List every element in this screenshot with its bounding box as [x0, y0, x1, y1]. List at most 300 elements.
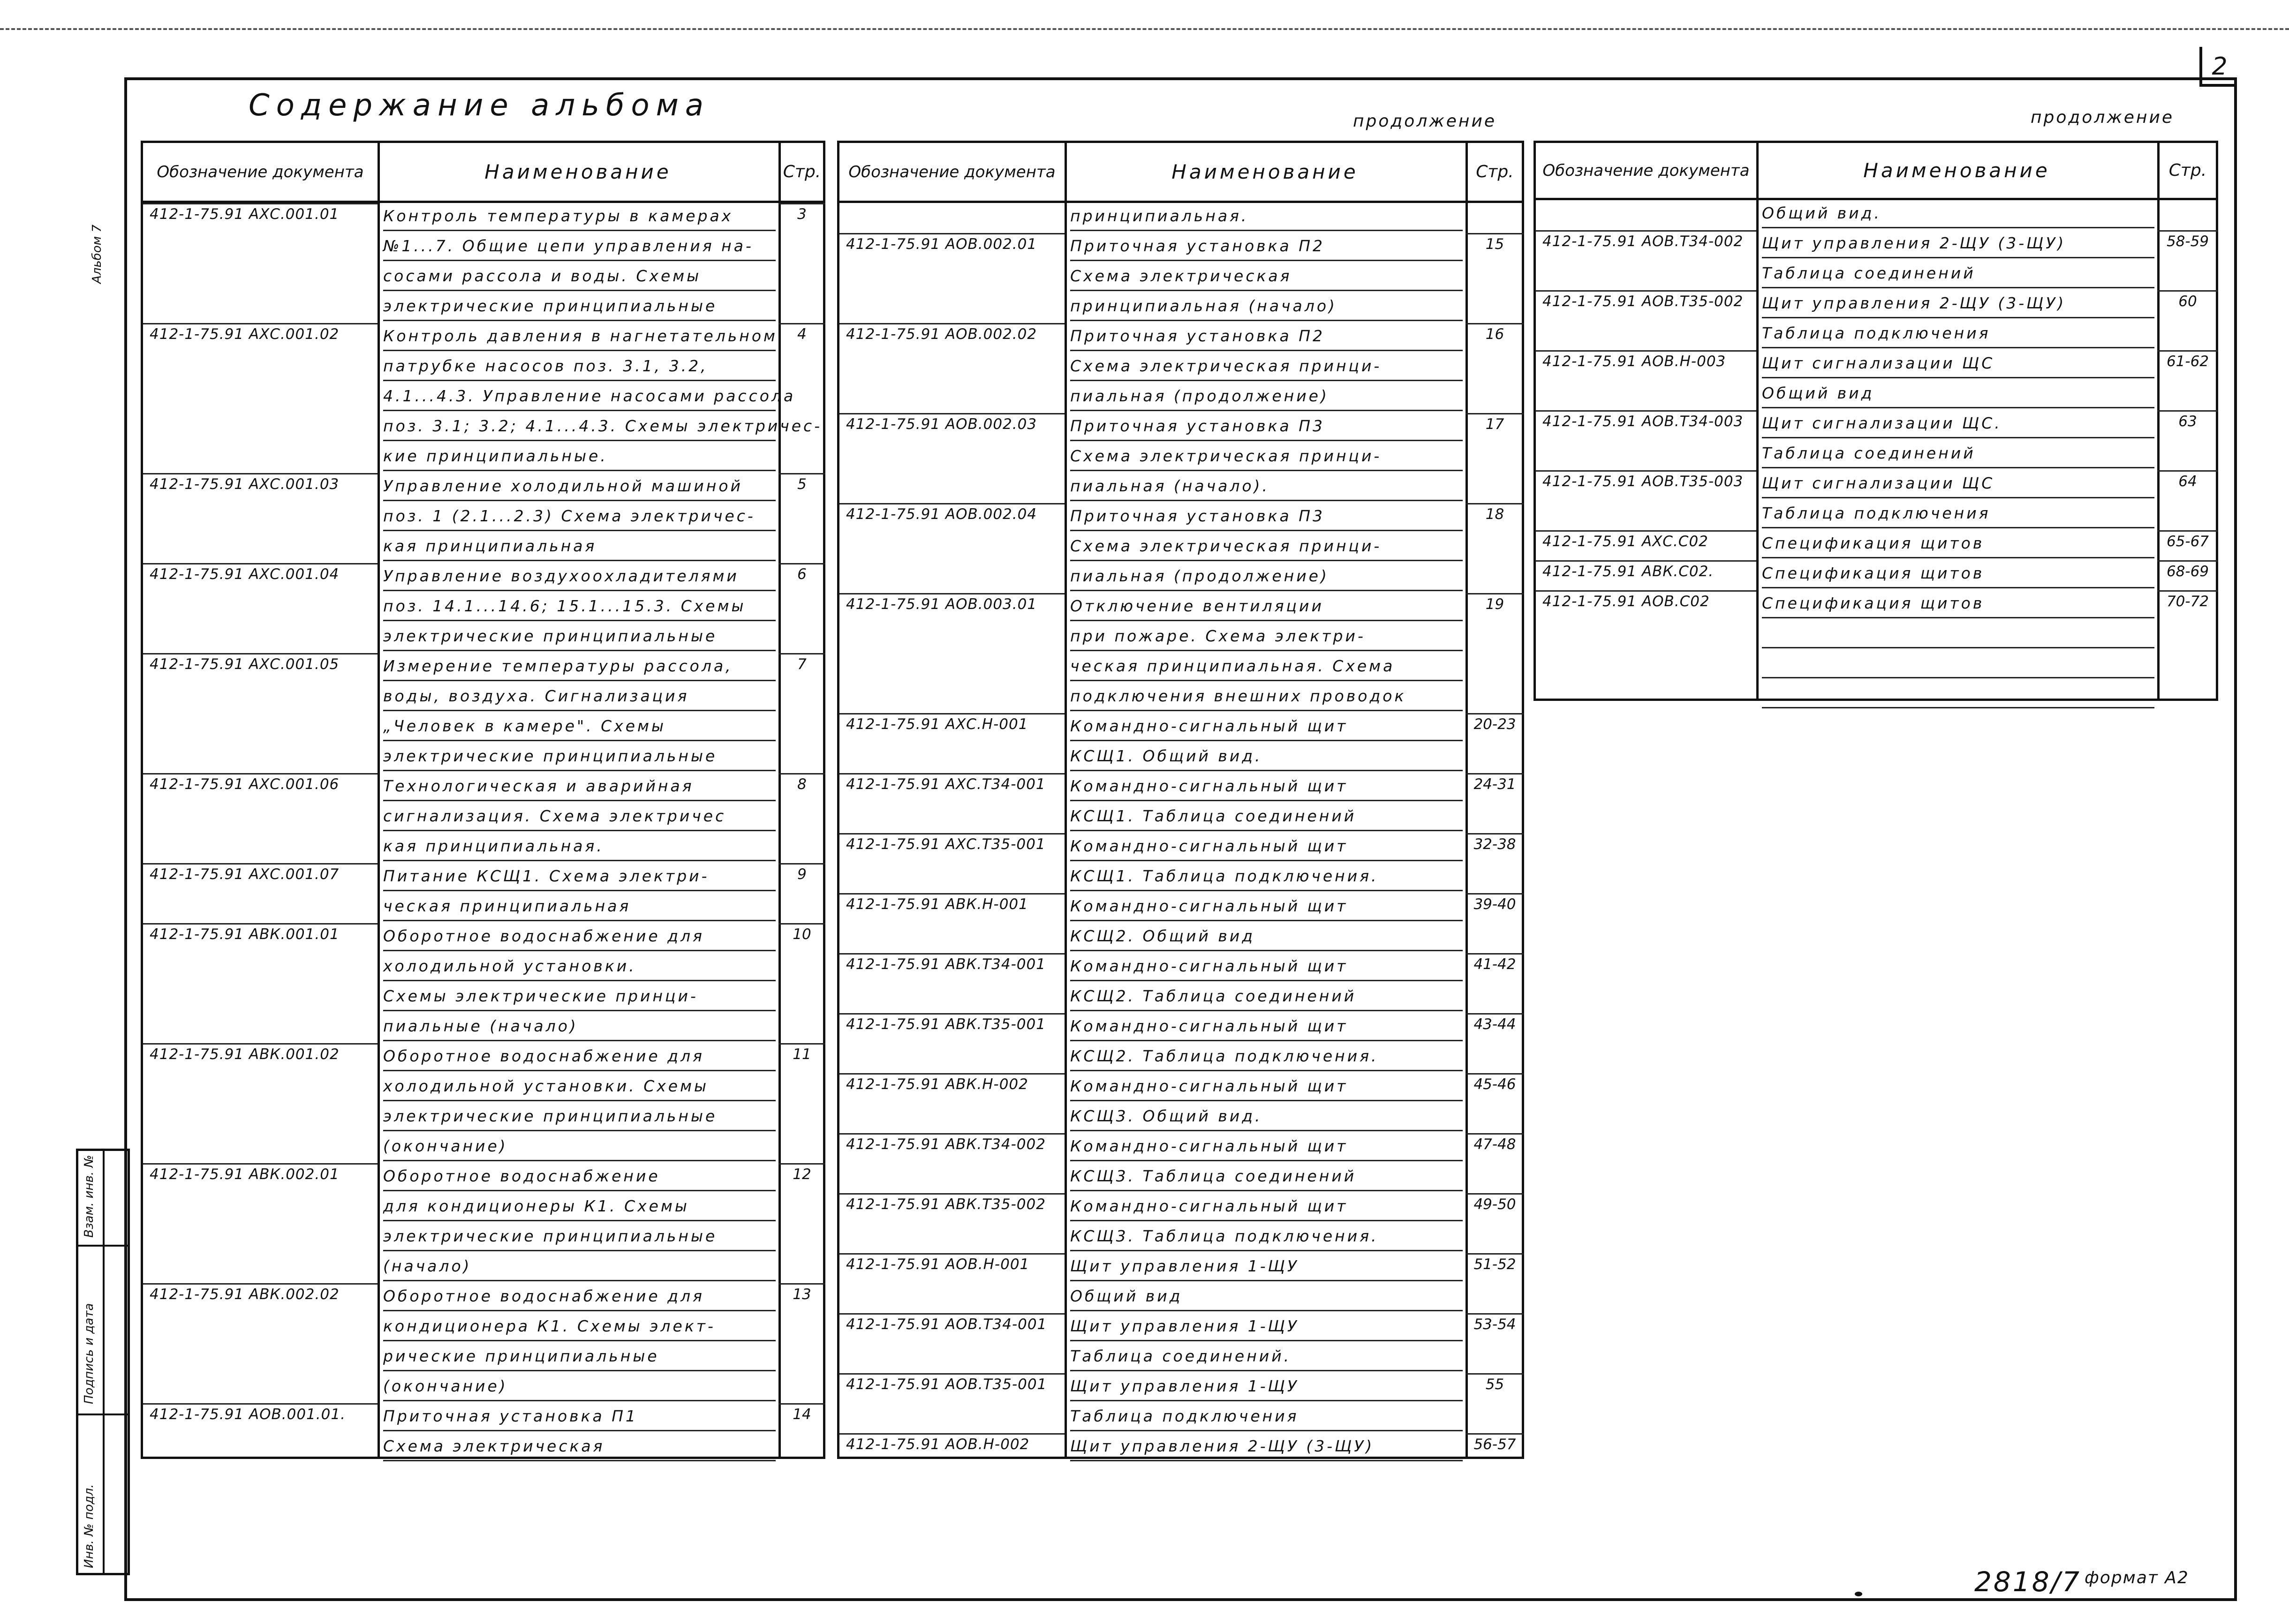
document-title: Приточная установка П3 — [1070, 417, 1463, 441]
page-number: 56-57 — [1473, 1436, 1516, 1453]
document-code: 412-1-75.91 АВК.002.01 — [150, 1166, 340, 1183]
table-row — [839, 743, 1522, 773]
document-title: Контроль давления в нагнетательном — [383, 327, 776, 351]
table-row — [143, 383, 823, 413]
approval-stamp — [76, 1149, 130, 1575]
table-row — [1536, 200, 2216, 230]
document-title: Приточная установка П2 — [1070, 237, 1463, 261]
table-row — [143, 923, 823, 953]
table-row — [839, 533, 1522, 563]
table-row — [143, 503, 823, 533]
contents-table-3 — [1534, 141, 2218, 701]
table-row — [1536, 440, 2216, 470]
document-code: 412-1-75.91 АОВ.Т34-002 — [1542, 233, 1744, 250]
document-title — [1762, 684, 2154, 708]
page-number: 64 — [2178, 473, 2197, 490]
document-code: 412-1-75.91 АВК.001.01 — [150, 926, 340, 943]
document-title: поз. 3.1; 3.2; 4.1...4.3. Схемы электричес- — [383, 417, 776, 441]
document-title — [1762, 654, 2154, 678]
page-number: 47-48 — [1473, 1136, 1516, 1153]
document-title: кие принципиальные. — [383, 447, 776, 471]
table-row — [839, 1283, 1522, 1313]
table-row — [143, 683, 823, 713]
table-row — [143, 1283, 823, 1313]
document-title: Схема электрическая принци- — [1070, 447, 1463, 471]
header-page: Стр. — [1476, 162, 1514, 181]
document-title: пиальная (начало). — [1070, 477, 1463, 501]
page-number: 70-72 — [2166, 593, 2209, 610]
table-row — [839, 1403, 1522, 1433]
document-code: 412-1-75.91 АОВ.002.02 — [846, 326, 1037, 343]
document-title: „Человек в камере". Схемы — [383, 717, 776, 741]
table-row — [1536, 350, 2216, 380]
document-title: Щит управления 1-ЩУ — [1070, 1317, 1463, 1341]
page-number: 53-54 — [1473, 1316, 1516, 1333]
document-code: 412-1-75.91 АВК.001.02 — [150, 1046, 340, 1063]
table-row — [143, 653, 823, 683]
document-title — [1762, 624, 2154, 648]
document-title: пиальная (продолжение) — [1070, 567, 1463, 591]
header-code: Обозначение документа — [1542, 161, 1750, 180]
table-row — [839, 383, 1522, 413]
document-code: 412-1-75.91 АОВ.Н-001 — [846, 1256, 1030, 1273]
document-title: электрические принципиальные — [383, 1227, 776, 1251]
table-row — [1536, 680, 2216, 710]
page-number: 4 — [797, 326, 807, 343]
table-row — [143, 1343, 823, 1373]
table-row — [143, 713, 823, 743]
document-title: Оборотное водоснабжение для — [383, 1287, 776, 1311]
table-row — [839, 803, 1522, 833]
document-title: Технологическая и аварийная — [383, 777, 776, 801]
header-code: Обозначение документа — [157, 162, 364, 181]
document-title: Щит управления 2-ЩУ (3-ЩУ) — [1070, 1437, 1463, 1461]
page-number: 60 — [2178, 293, 2197, 310]
page-number: 18 — [1485, 506, 1504, 523]
page-number: 55 — [1485, 1376, 1504, 1393]
document-title: Щит сигнализации ЩС — [1762, 354, 2154, 378]
page-number: 19 — [1485, 596, 1504, 613]
stamp-label-inv: Инв. № подл. — [82, 1484, 96, 1568]
document-title: КСЩ3. Общий вид. — [1070, 1107, 1463, 1131]
document-code: 412-1-75.91 АОВ.Т35-002 — [1542, 293, 1744, 310]
document-title: Спецификация щитов — [1762, 564, 2154, 588]
document-code: 412-1-75.91 АВК.Н-002 — [846, 1076, 1028, 1093]
document-title: Командно-сигнальный щит — [1070, 1077, 1463, 1101]
table-row — [1536, 380, 2216, 410]
document-code: 412-1-75.91 АХС.Н-001 — [846, 716, 1028, 733]
top-dashed-border — [0, 28, 2289, 30]
document-code: 412-1-75.91 АОВ.003.01 — [846, 596, 1037, 613]
page-title: Содержание альбома — [249, 88, 710, 123]
document-title: Отключение вентиляции — [1070, 597, 1463, 621]
table-row — [839, 1163, 1522, 1193]
document-title: Таблица подключения — [1762, 324, 2154, 348]
document-title: Щит сигнализации ЩС — [1762, 474, 2154, 498]
document-title: рические принципиальные — [383, 1347, 776, 1371]
document-title: кая принципиальная — [383, 537, 776, 561]
table-row — [143, 623, 823, 653]
header-name: Наименование — [484, 160, 672, 183]
document-title: Схема электрическая принци- — [1070, 357, 1463, 381]
continued-label-2: продолжение — [1353, 112, 1497, 131]
document-title: холодильной установки. — [383, 957, 776, 981]
table-row — [839, 923, 1522, 953]
document-title: Схема электрическая — [383, 1437, 776, 1461]
table-row — [143, 953, 823, 983]
header-page: Стр. — [2168, 161, 2207, 180]
document-title: Щит управления 1-ЩУ — [1070, 1377, 1463, 1401]
page-number: 43-44 — [1473, 1016, 1516, 1033]
table-row — [143, 893, 823, 923]
document-title: кондиционера К1. Схемы элект- — [383, 1317, 776, 1341]
page-number: 61-62 — [2166, 353, 2209, 370]
document-title: Щит сигнализации ЩС. — [1762, 414, 2154, 438]
table-row — [143, 773, 823, 803]
header-name: Наименование — [1171, 160, 1359, 183]
table-row — [839, 653, 1522, 683]
document-title: Таблица соединений — [1762, 444, 2154, 468]
header-page: Стр. — [783, 162, 821, 181]
document-title: Спецификация щитов — [1762, 534, 2154, 558]
document-title: Командно-сигнальный щит — [1070, 1197, 1463, 1221]
table-row — [143, 1403, 823, 1433]
table-row — [143, 293, 823, 323]
document-title: Контроль температуры в камерах — [383, 207, 776, 231]
table-row — [839, 263, 1522, 293]
table-row — [1536, 530, 2216, 560]
table-row — [143, 1373, 823, 1403]
table-row — [143, 1313, 823, 1343]
document-title: для кондиционеры К1. Схемы — [383, 1197, 776, 1221]
document-code: 412-1-75.91 АВК.С02. — [1542, 563, 1714, 580]
document-title: электрические принципиальные — [383, 1107, 776, 1131]
document-title: электрические принципиальные — [383, 747, 776, 771]
document-title: Приточная установка П2 — [1070, 327, 1463, 351]
table-row — [839, 893, 1522, 923]
table-row — [143, 323, 823, 353]
page-number: 3 — [797, 206, 807, 223]
page-number: 11 — [793, 1046, 811, 1063]
document-title: пиальная (продолжение) — [1070, 387, 1463, 411]
document-code: 412-1-75.91 АВК.Т34-001 — [846, 956, 1046, 973]
document-title: Управление воздухоохладителями — [383, 567, 776, 591]
document-title: Командно-сигнальный щит — [1070, 837, 1463, 861]
table-row — [839, 1073, 1522, 1103]
table-row — [839, 1313, 1522, 1343]
document-code: 412-1-75.91 АОВ.001.01. — [150, 1406, 346, 1423]
table-row — [839, 203, 1522, 233]
document-title: Таблица соединений. — [1070, 1347, 1463, 1371]
document-title: КСЩ2. Общий вид — [1070, 927, 1463, 951]
document-title: Питание КСЩ1. Схема электри- — [383, 867, 776, 891]
document-code: 412-1-75.91 АОВ.Н-002 — [846, 1436, 1030, 1453]
table-row — [143, 1013, 823, 1043]
document-code: 412-1-75.91 АХС.001.03 — [150, 476, 340, 493]
table-row — [143, 1103, 823, 1133]
document-title: при пожаре. Схема электри- — [1070, 627, 1463, 651]
table-row — [143, 1433, 823, 1463]
page-number: 10 — [793, 926, 811, 943]
table-row — [143, 203, 823, 233]
table-row — [143, 563, 823, 593]
page-number: 58-59 — [2166, 233, 2209, 250]
document-code: 412-1-75.91 АХС.001.06 — [150, 776, 340, 793]
document-title: Командно-сигнальный щит — [1070, 1137, 1463, 1161]
document-title: Командно-сигнальный щит — [1070, 897, 1463, 921]
table-row — [839, 953, 1522, 983]
document-title: Схемы электрические принци- — [383, 987, 776, 1011]
table-row — [839, 1133, 1522, 1163]
document-title: Щит управления 1-ЩУ — [1070, 1257, 1463, 1281]
document-title: Приточная установка П1 — [383, 1407, 776, 1431]
sheet-format: формат А2 — [2085, 1568, 2189, 1587]
table-row — [1536, 230, 2216, 260]
table-row — [839, 1013, 1522, 1043]
document-title: Командно-сигнальный щит — [1070, 957, 1463, 981]
document-title: Командно-сигнальный щит — [1070, 717, 1463, 741]
table-row — [839, 623, 1522, 653]
document-title: 4.1...4.3. Управление насосами рассола — [383, 387, 776, 411]
document-title: воды, воздуха. Сигнализация — [383, 687, 776, 711]
document-title: Оборотное водоснабжение для — [383, 1047, 776, 1071]
page-number: 45-46 — [1473, 1076, 1516, 1093]
table-row — [1536, 290, 2216, 320]
header-name: Наименование — [1863, 159, 2050, 182]
document-title: подключения внешних проводок — [1070, 687, 1463, 711]
table-row — [143, 1163, 823, 1193]
page-number: 63 — [2178, 413, 2197, 430]
page-number: 9 — [797, 866, 807, 883]
contents-table-2 — [837, 141, 1524, 1459]
table-row — [839, 1193, 1522, 1223]
document-title: принципиальная. — [1070, 207, 1463, 231]
document-title: Командно-сигнальный щит — [1070, 1017, 1463, 1041]
page-number: 15 — [1485, 236, 1504, 253]
page-number: 13 — [793, 1286, 811, 1303]
table-row — [1536, 410, 2216, 440]
table-row — [839, 833, 1522, 863]
page-number: 5 — [797, 476, 807, 493]
table-row — [839, 593, 1522, 623]
document-title: (окончание) — [383, 1377, 776, 1401]
document-title: КСЩ3. Таблица соединений — [1070, 1167, 1463, 1191]
document-title: Схема электрическая принци- — [1070, 537, 1463, 561]
document-title: сосами рассола и воды. Схемы — [383, 267, 776, 291]
stamp-label-replace: Взам. инв. № — [82, 1155, 96, 1238]
document-code: 412-1-75.91 АОВ.002.01 — [846, 236, 1037, 253]
sheet-number: 2 — [2199, 47, 2237, 87]
table-row — [143, 593, 823, 623]
document-code: 412-1-75.91 АВК.Т35-001 — [846, 1016, 1046, 1033]
stamp-label-sign: Подпись и дата — [82, 1303, 96, 1404]
document-title: №1...7. Общие цепи управления на- — [383, 237, 776, 261]
table-row — [143, 263, 823, 293]
document-title: принципиальная (начало) — [1070, 297, 1463, 321]
document-title: Таблица соединений — [1762, 264, 2154, 288]
document-title: Таблица подключения — [1762, 504, 2154, 528]
table-row — [143, 863, 823, 893]
document-code: 412-1-75.91 АХС.001.01 — [150, 206, 340, 223]
table-row — [839, 473, 1522, 503]
album-side-label: Альбом 7 — [90, 224, 104, 284]
document-title: Оборотное водоснабжение для — [383, 927, 776, 951]
document-code: 412-1-75.91 АХС.Т35-001 — [846, 836, 1046, 853]
table-row — [839, 353, 1522, 383]
page-number: 51-52 — [1473, 1256, 1516, 1273]
document-title: Щит управления 2-ЩУ (3-ЩУ) — [1762, 294, 2154, 318]
table-row — [839, 443, 1522, 473]
document-title: Общий вид. — [1762, 204, 2154, 228]
document-code: 412-1-75.91 АОВ.Т34-001 — [846, 1316, 1047, 1333]
table-row — [839, 1343, 1522, 1373]
page-number: 32-38 — [1473, 836, 1516, 853]
document-code: 412-1-75.91 АХС.Т34-001 — [846, 776, 1046, 793]
table-row — [839, 323, 1522, 353]
page-number: 49-50 — [1473, 1196, 1516, 1213]
document-code: 412-1-75.91 АХС.001.07 — [150, 866, 340, 883]
document-title: Схема электрическая — [1070, 267, 1463, 291]
table-row — [143, 833, 823, 863]
page-number: 24-31 — [1473, 776, 1516, 793]
table-row — [839, 1373, 1522, 1403]
table-row — [1536, 590, 2216, 620]
table-row — [143, 533, 823, 563]
table-row — [143, 413, 823, 443]
page-number: 68-69 — [2166, 563, 2209, 580]
table-row — [143, 1193, 823, 1223]
document-title: КСЩ1. Общий вид. — [1070, 747, 1463, 771]
document-title: КСЩ3. Таблица подключения. — [1070, 1227, 1463, 1251]
document-title: пиальные (начало) — [383, 1017, 776, 1041]
table-row — [839, 233, 1522, 263]
table-row — [143, 1073, 823, 1103]
table-row — [1536, 470, 2216, 500]
table-row — [839, 1433, 1522, 1463]
table-row — [839, 1223, 1522, 1253]
document-code: 412-1-75.91 АОВ.Т35-001 — [846, 1376, 1047, 1393]
table-row — [1536, 620, 2216, 650]
page-number: 65-67 — [2166, 533, 2209, 550]
table-row — [839, 1103, 1522, 1133]
document-title: (окончание) — [383, 1137, 776, 1161]
document-code: 412-1-75.91 АВК.002.02 — [150, 1286, 340, 1303]
document-code: 412-1-75.91 АХС.001.02 — [150, 326, 340, 343]
page-number: 41-42 — [1473, 956, 1516, 973]
table-row — [839, 683, 1522, 713]
document-title: Таблица подключения — [1070, 1407, 1463, 1431]
document-title: электрические принципиальные — [383, 627, 776, 651]
page-number: 39-40 — [1473, 896, 1516, 913]
table-row — [143, 1223, 823, 1253]
page-number: 6 — [797, 566, 807, 583]
document-title: Управление холодильной машиной — [383, 477, 776, 501]
table-row — [839, 503, 1522, 533]
table-row — [143, 443, 823, 473]
table-row — [839, 1043, 1522, 1073]
table-row — [143, 233, 823, 263]
document-title: Приточная установка П3 — [1070, 507, 1463, 531]
table-row — [1536, 560, 2216, 590]
document-code: 412-1-75.91 АОВ.002.03 — [846, 416, 1037, 433]
document-title: сигнализация. Схема электричес — [383, 807, 776, 831]
document-title: патрубке насосов поз. 3.1, 3.2, — [383, 357, 776, 381]
document-title: Измерение температуры рассола, — [383, 657, 776, 681]
page-number: 12 — [793, 1166, 811, 1183]
table-row — [839, 1253, 1522, 1283]
table-row — [143, 743, 823, 773]
document-code: 412-1-75.91 АВК.Т35-002 — [846, 1196, 1046, 1213]
table-row — [839, 563, 1522, 593]
table-row — [839, 773, 1522, 803]
document-title: Общий вид — [1762, 384, 2154, 408]
document-title: Щит управления 2-ЩУ (3-ЩУ) — [1762, 234, 2154, 258]
table-row — [1536, 500, 2216, 530]
table-row — [143, 803, 823, 833]
document-title: поз. 1 (2.1...2.3) Схема электричес- — [383, 507, 776, 531]
document-code: 412-1-75.91 АХС.001.05 — [150, 656, 340, 673]
document-title: ческая принципиальная — [383, 897, 776, 921]
document-code: 412-1-75.91 АХС.С02 — [1542, 533, 1708, 550]
table-row — [1536, 650, 2216, 680]
document-title: кая принципиальная. — [383, 837, 776, 861]
table-row — [143, 1133, 823, 1163]
document-title: Оборотное водоснабжение — [383, 1167, 776, 1191]
table-row — [143, 1043, 823, 1073]
table-row — [839, 983, 1522, 1013]
table-row — [1536, 260, 2216, 290]
page-number: 17 — [1485, 416, 1504, 433]
page-number: 14 — [793, 1406, 811, 1423]
document-code: 412-1-75.91 АВК.Т34-002 — [846, 1136, 1046, 1153]
header-code: Обозначение документа — [848, 162, 1056, 181]
document-title: поз. 14.1...14.6; 15.1...15.3. Схемы — [383, 597, 776, 621]
page-number: 20-23 — [1473, 716, 1516, 733]
ink-dot — [1855, 1592, 1862, 1596]
document-title: КСЩ2. Таблица соединений — [1070, 987, 1463, 1011]
document-title: КСЩ1. Таблица соединений — [1070, 807, 1463, 831]
document-title: Общий вид — [1070, 1287, 1463, 1311]
document-code: 412-1-75.91 АОВ.С02 — [1542, 593, 1710, 610]
page-number: 8 — [797, 776, 807, 793]
document-code: 412-1-75.91 АХС.001.04 — [150, 566, 340, 583]
continued-label-3: продолжение — [2031, 108, 2175, 127]
table-row — [839, 293, 1522, 323]
document-title: холодильной установки. Схемы — [383, 1077, 776, 1101]
document-code: 412-1-75.91 АОВ.002.04 — [846, 506, 1037, 523]
table-row — [143, 353, 823, 383]
table-row — [1536, 320, 2216, 350]
document-title: ческая принципиальная. Схема — [1070, 657, 1463, 681]
table-row — [143, 983, 823, 1013]
album-number: 2818/7 — [1974, 1566, 2082, 1598]
document-title: КСЩ2. Таблица подключения. — [1070, 1047, 1463, 1071]
table-row — [839, 413, 1522, 443]
document-code: 412-1-75.91 АОВ.Т34-003 — [1542, 413, 1744, 430]
document-title: Спецификация щитов — [1762, 594, 2154, 618]
table-row — [839, 863, 1522, 893]
document-title: электрические принципиальные — [383, 297, 776, 321]
document-title: Командно-сигнальный щит — [1070, 777, 1463, 801]
table-row — [143, 1253, 823, 1283]
document-title: (начало) — [383, 1257, 776, 1281]
table-row — [143, 473, 823, 503]
table-row — [839, 713, 1522, 743]
document-code: 412-1-75.91 АОВ.Н-003 — [1542, 353, 1726, 370]
document-title: КСЩ1. Таблица подключения. — [1070, 867, 1463, 891]
page-number: 7 — [797, 656, 807, 673]
document-code: 412-1-75.91 АОВ.Т35-003 — [1542, 473, 1744, 490]
